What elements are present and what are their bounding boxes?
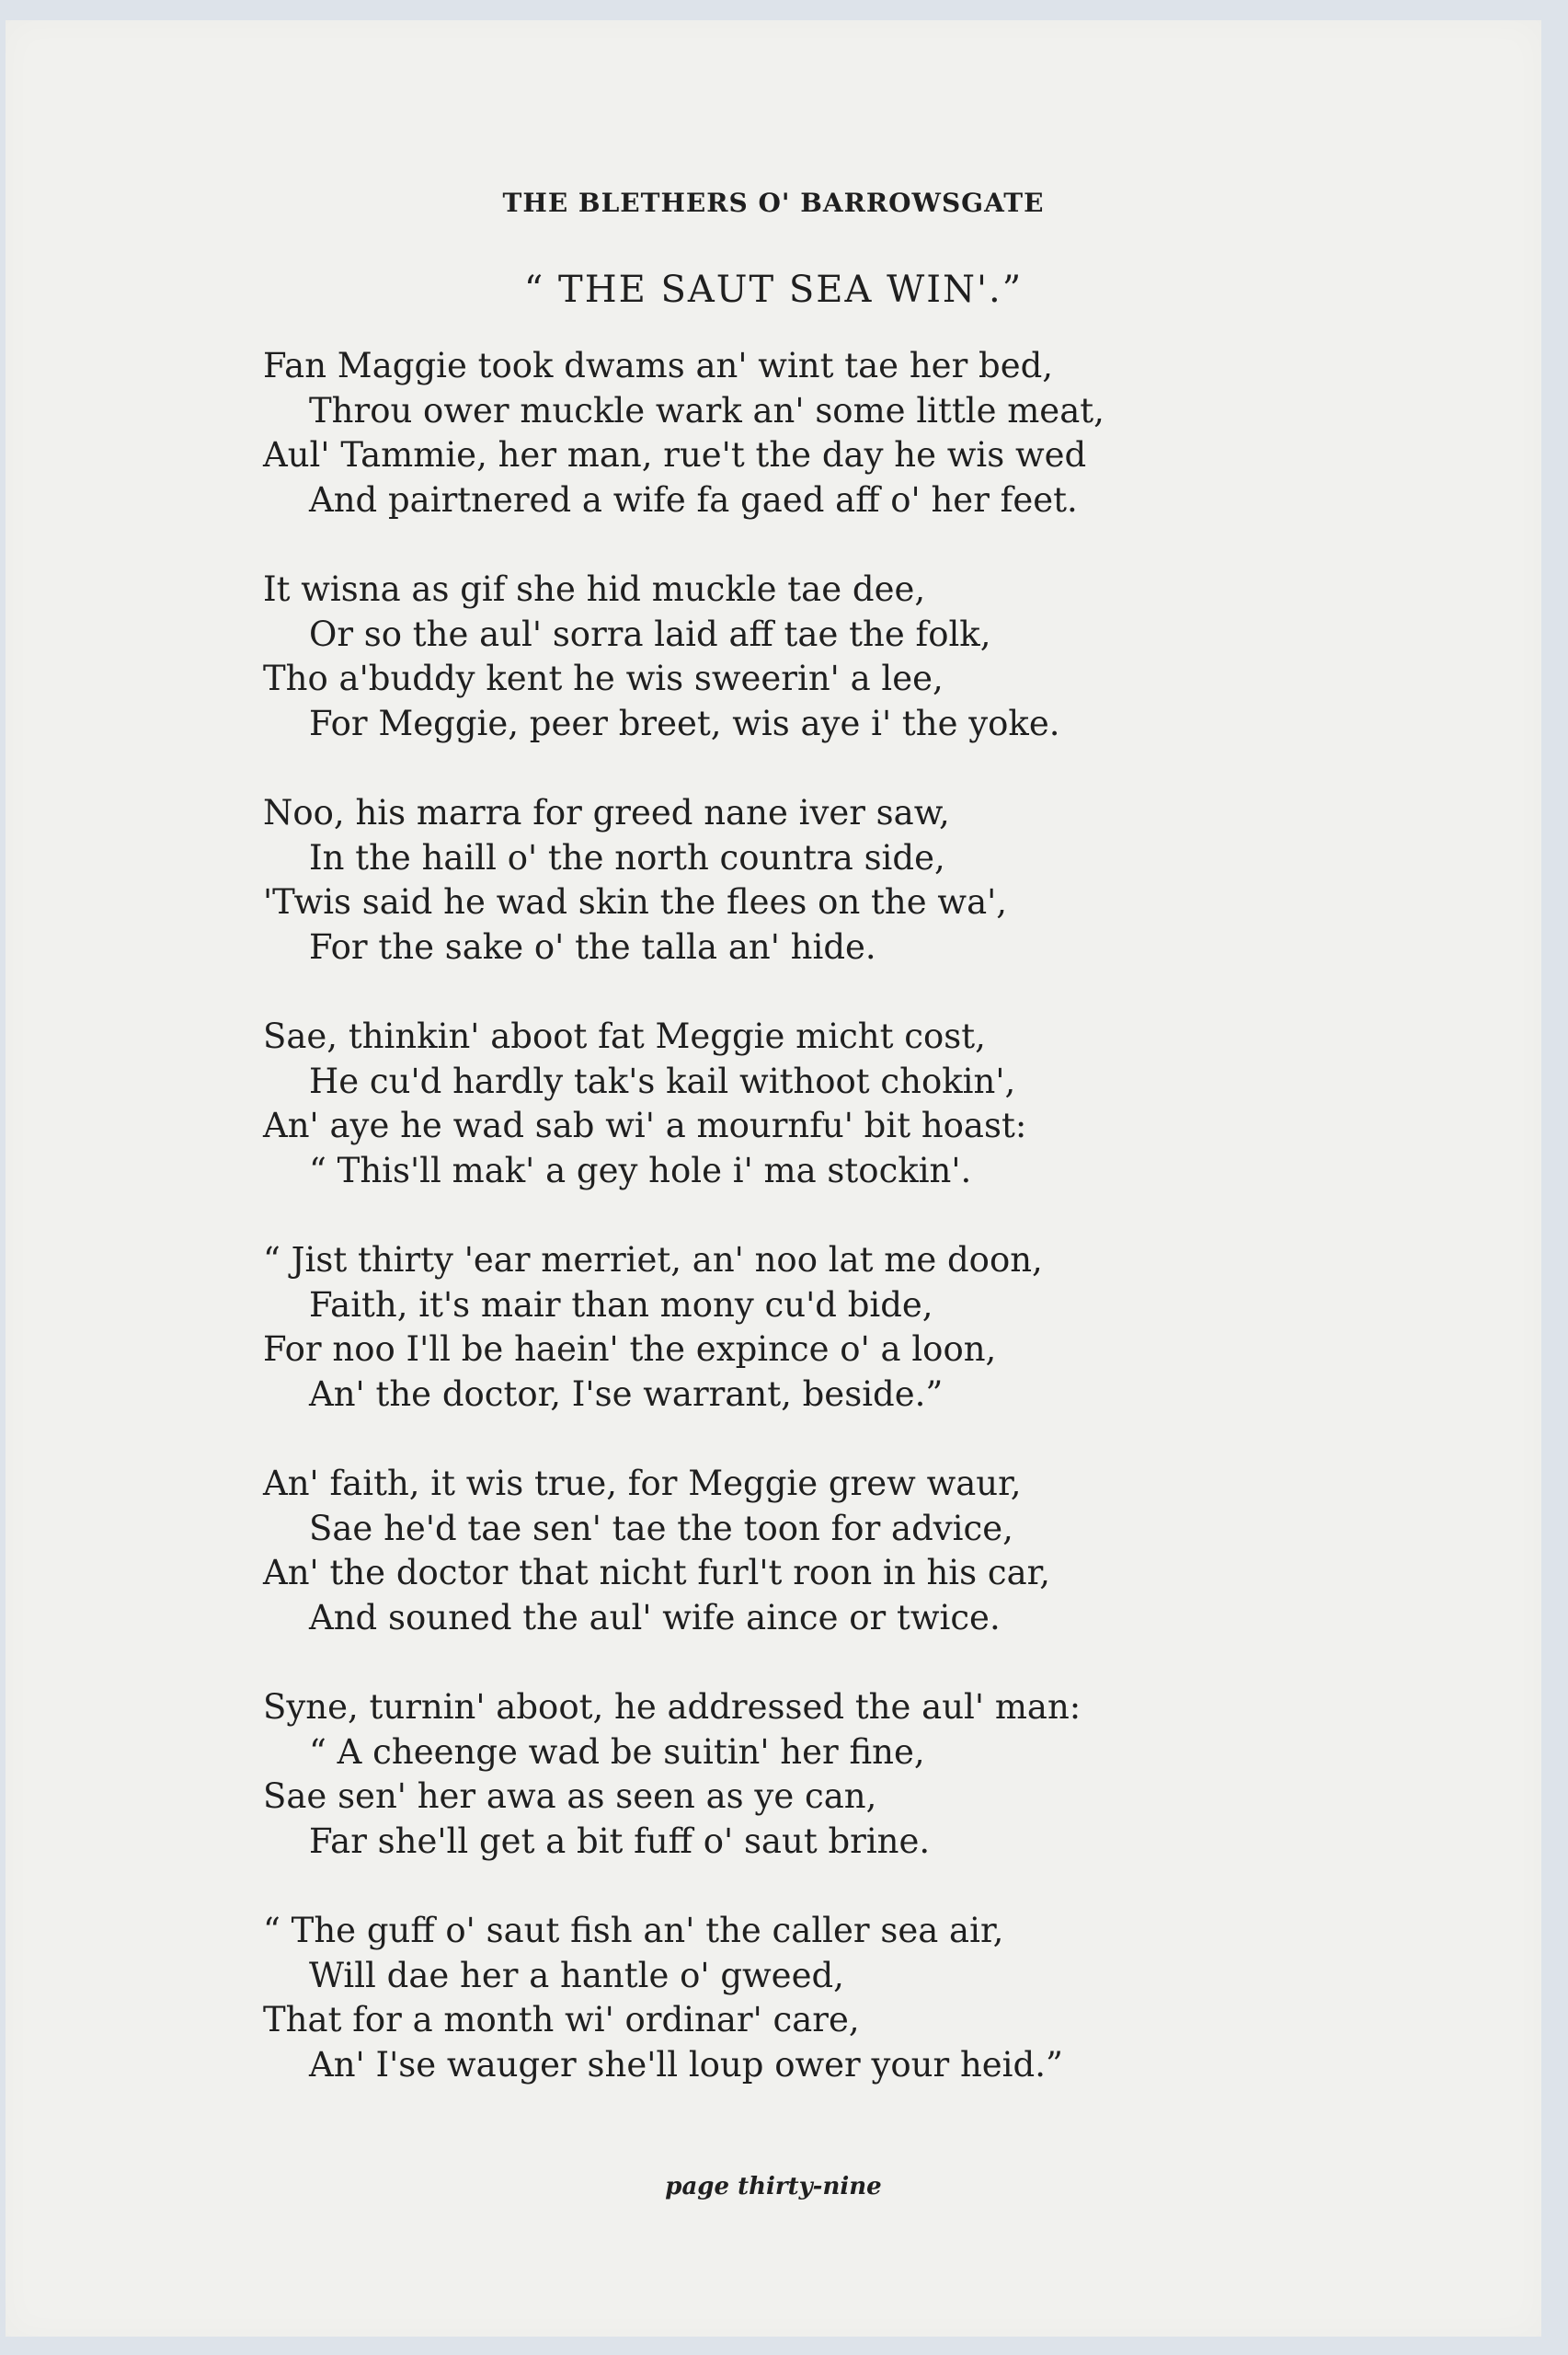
poem-line: An' I'se wauger she'll loup ower your heid.”	[309, 2044, 1063, 2085]
poem-line: That for a month wi' ordinar' care,	[263, 2000, 860, 2039]
page-number: page thirty-nine	[665, 2173, 882, 2200]
stanza	[263, 1015, 1321, 1193]
poem-line: An' aye he wad sab wi' a mournfu' bit hoast:	[263, 1106, 1027, 1145]
poem-line: Faith, it's mair than mony cu'd bide,	[309, 1284, 933, 1325]
stanza	[263, 1909, 1321, 2087]
poem-line: Sae, thinkin' aboot fat Meggie micht cost,	[263, 1017, 986, 1056]
stanza	[263, 1238, 1321, 1417]
running-head: THE BLETHERS O' BARROWSGATE	[502, 188, 1045, 218]
stanza	[263, 1685, 1321, 1864]
poem-line: Syne, turnin' aboot, he addressed the aul' man:	[263, 1687, 1082, 1727]
poem-line: Fan Maggie took dwams an' wint tae her bed,	[263, 346, 1054, 385]
poem-line: For Meggie, peer breet, wis aye i' the yoke.	[309, 703, 1060, 743]
poem-line: He cu'd hardly tak's kail withoot chokin',	[309, 1061, 1016, 1101]
poem-line: 'Twis said he wad skin the flees on the wa',	[263, 882, 1008, 922]
stanza	[263, 1462, 1321, 1640]
stanza	[263, 791, 1321, 970]
poem-line: And pairtnered a wife fa gaed aff o' her feet.	[309, 479, 1078, 520]
stanza	[263, 344, 1321, 523]
book-page	[6, 20, 1541, 2337]
poem-line: Noo, his marra for greed nane iver saw,	[263, 793, 950, 833]
poem-line: Aul' Tammie, her man, rue't the day he wis wed	[263, 435, 1087, 475]
poem-line: An' the doctor that nicht furl't roon in his car,	[263, 1553, 1051, 1592]
poem-line: “ The guff o' saut fish an' the caller sea air,	[263, 1911, 1004, 1950]
poem-line: Sae sen' her awa as seen as ye can,	[263, 1776, 877, 1816]
poem-line: “ A cheenge wad be suitin' her fine,	[309, 1731, 925, 1772]
poem-line: Or so the aul' sorra laid aff tae the folk,	[309, 614, 991, 654]
stanza	[263, 568, 1321, 746]
poem-line: Far she'll get a bit fuff o' saut brine.	[309, 1821, 931, 1861]
poem-line: Tho a'buddy kent he wis sweerin' a lee,	[263, 659, 944, 698]
poem-title: “ THE SAUT SEA WIN'.”	[523, 269, 1024, 311]
poem-line: An' the doctor, I'se warrant, beside.”	[309, 1373, 944, 1414]
poem-line: “ This'll mak' a gey hole i' ma stockin'.	[309, 1150, 972, 1190]
poem-line: For noo I'll be haein' the expince o' a loon,	[263, 1329, 997, 1369]
poem-line: In the haill o' the north countra side,	[309, 837, 945, 878]
poem-line: Throu ower muckle wark an' some little meat,	[309, 390, 1104, 431]
poem-line: Sae he'd tae sen' tae the toon for advice,	[309, 1508, 1013, 1548]
poem-line: An' faith, it wis true, for Meggie grew waur,	[263, 1464, 1022, 1503]
poem-line: And souned the aul' wife aince or twice.	[309, 1597, 1001, 1637]
poem-body	[263, 344, 1321, 2132]
poem-line: It wisna as gif she hid muckle tae dee,	[263, 569, 926, 609]
poem-line: Will dae her a hantle o' gweed,	[309, 1955, 844, 1995]
poem-line: “ Jist thirty 'ear merriet, an' noo lat me doon,	[263, 1240, 1043, 1280]
poem-line: For the sake o' the talla an' hide.	[309, 926, 876, 967]
